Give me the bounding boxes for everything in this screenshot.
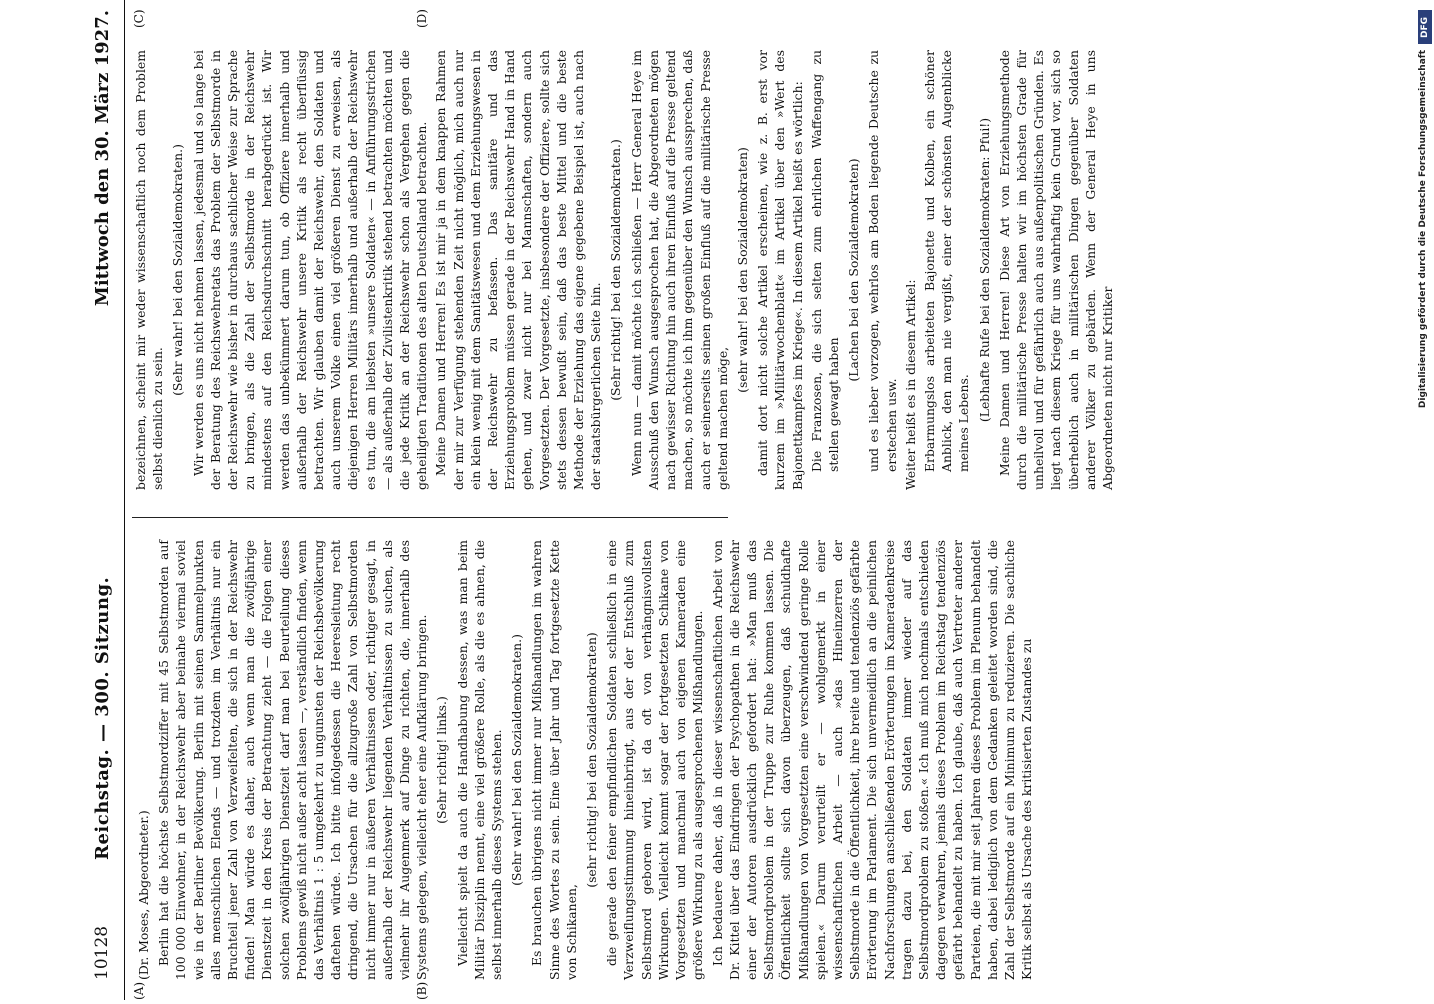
paragraph: Wir werden es uns nicht nehmen lassen, jedesmal und so lange bei der Beratung des Reichswehretats das Problem der Selbstmorde in der Reichswehr wie bisher in durchaus sachlicher Weise zur Sprache zu bringen, als die Zahl der Selbstmorde in der Reichswehr mindestens auf den Reichsdurchschnitt herabgedrückt ist. Wir werden das unbekümmert darum tun, ob Offiziere innerhalb und außerhalb der Reichswehr unsere Kritik als recht überflüssig betrachten. Wir glauben damit der Reichswehr, den Soldaten und auch unserem Volke einen viel größeren Dienst zu erweisen, als diejenigen Herren Militärs innerhalb und außerhalb der Reichswehr es tun, die am liebsten »unsere Soldaten« — in Anführungsstrichen — als außerhalb der Zivilistenkritik stehend betrachten möchten und die jede Kritik an der Reichswehr schon als Vergehen gegen die geheiligten Traditionen des alten Deutschland betrachten.	[190, 50, 430, 490]
paragraph: Meine Damen und Herren! Es ist mir ja in dem knappen Rahmen der mir zur Verfügung stehenden Zeit nicht möglich, mich auch nur ein klein wenig mit dem Sanitätswesen und dem Erziehungswesen in der Reichswehr zu befassen. Das sanitäre und das Erziehungsproblem müssen gerade in der Reichswehr Hand in Hand gehen, und zwar nicht nur bei Mannschaften, sondern auch Vorgesetzten. Der Vorgesetzte, insbesondere der Offiziere, sollte sich stets dessen bewußt sein, daß das beste Mittel und die beste Methode der Erziehung das eigene gegebene Beispiel ist, auch nach der staatsbürgerlichen Seite hin.	[433, 50, 604, 490]
dfg-logo: DFG	[1418, 10, 1432, 44]
header-date: Mittwoch den 30. März 1927.	[92, 10, 113, 307]
paragraph: Berlin hat die höchste Selbstmordziffer mit 45 Selbstmorden auf 100 000 Einwohner, in der Reichswehr aber beinahe viermal soviel wie in der Berliner Bevölkerung. Berlin mit seinen Sammelpunkten alles menschlichen Elends — und trotzdem im Verhältnis nur ein Bruchteil jener Zahl von Verzweifelten, die sich in der Reichswehr finden! Man würde es daher, auch wenn man die zwölfjährige Dienstzeit in den Kreis der Betrachtung zieht — die Folgen einer solchen zwölfjährigen Dienstzeit darf man bei Beurteilung dieses Problems gewiß nicht außer acht lassen —, verständlich finden, wenn das Verhältnis 1 : 5 umgekehrt zu ungunsten der Reichsbevölkerung daftehen würde. Ich bitte infolgedessen die Heeresleitung recht dringend, die Ursachen für die allzugroße Zahl von Selbstmorden nicht immer nur in äußeren Verhältnissen oder, richtiger gesagt, in außerhalb der Reichswehr liegenden Verhältnissen zu suchen, als vielmehr ihr Augenmerk auf Dinge zu richten, die, innerhalb des Systems gelegen, vielleicht eher eine Aufklärung bringen.	[156, 540, 430, 980]
paragraph: Es brauchen übrigens nicht immer nur Mißhandlungen im wahren Sinne des Wortes zu sein. Eine über Jahr und Tag fortgesetzte Kette von Schikanen,	[529, 540, 579, 980]
margin-marker-a: (A)	[132, 981, 146, 1000]
column-divider	[132, 517, 728, 518]
paragraph: Meine Damen und Herren! Diese Art von Erziehungsmethode durch die militärische Presse halten wir im höchsten Grade für unheilvoll und für gefährlich auch aus außenpolitischen Gründen. Es liegt nach diesem Kriege für uns wahrhaftig kein Grund vor, sich so überheblich auch in militärischen Dingen gegenüber Soldaten anderer Völker zu gebärden. Wenn der General Heye in uns Abgeordneten nicht nur Kritiker	[996, 50, 1115, 490]
reaction: (Sehr wahr! bei den Sozialdemokraten.)	[170, 144, 186, 396]
right-column	[132, 50, 1115, 490]
speaker-line: (Dr. Moses, Abgeordneter.)	[136, 810, 151, 980]
paragraph: Vielleicht spielt da auch die Handhabung dessen, was man beim Militär Disziplin nennt, eine viel größere Rolle, als die es ahnen, die selbst innerhalb dieses Systems stehen.	[454, 540, 505, 980]
reaction: (Sehr richtig! bei den Sozialdemokraten.)	[608, 139, 624, 401]
left-column	[132, 540, 1035, 980]
page-header	[80, 0, 125, 1000]
margin-marker-b: (B)	[415, 981, 429, 1000]
margin-marker-d: (D)	[415, 9, 429, 28]
paragraph: Wenn nun — damit möchte ich schließen — Herr General Heye im Ausschuß den Wunsch ausgesprochen hat, die Abgeordneten mögen nach gewisser Richtung hin auch ihren Einfluß auf die Presse geltend machen, so möchte ich ihm gegenüber den Wunsch aussprechen, daß auch er seinerseits seinen großen Einfluß auf die militärische Presse geltend machen möge,	[628, 50, 730, 490]
reaction: (Lebhafte Rufe bei den Sozialdemokraten: Pfui!)	[976, 117, 992, 423]
quotation: und es lieber vorzogen, wehrlos am Boden liegende Deutsche zu erstechen usw.	[866, 50, 899, 472]
rotated-page-content	[80, 0, 1400, 1000]
paragraph: damit dort nicht solche Artikel erscheinen, wie z. B. erst vor kurzem im »Militärwochenblatt« im Artikel über den »Wert des Bajonettkampfes im Kriege«. In diesem Artikel heißt es wörtlich:	[755, 50, 805, 490]
digitization-credit: Digitalisierung gefördert durch die Deutsche Forschungsgemeinschaft	[1418, 50, 1428, 409]
reaction: (sehr wahr! bei den Sozialdemokraten)	[734, 147, 750, 393]
paragraph: Ich bedauere daher, daß in dieser wissenschaftlichen Arbeit von Dr. Kittel über das Eindringen der Psychopathen in die Reichswehr einer der Autoren ausdrücklich gefordert hat: »Man muß das Selbstmordproblem in der Truppe zur Ruhe kommen lassen. Die Öffentlichkeit sollte sich davon überzeugen, daß schuldhafte Mißhandlungen von Vorgesetzten eine verschwindend geringe Rolle spielen.« Darum verurteilt er — wohlgemerkt in einer wissenschaftlichen Arbeit — auch »das Hineinzerren der Selbstmorde in die Öffentlichkeit, ihre breite und tendenziös gefärbte Erörterung im Parlament. Die sich unvermeidlich an die peinlichen Nachforschungen anschließenden Erörterungen im Kameradenkreise tragen dazu bei, den Soldaten immer wieder auf das Selbstmordproblem zu stoßen.« Ich muß mich nochmals entschieden dagegen verwahren, jemals dieses Problem im Reichstag tendenziös gefärbt behandelt zu haben. Ich glaube, daß auch Vertreter anderer Parteien, die mit mir seit Jahren dieses Problem im Plenum behandelt haben, dabei lediglich von dem Gedanken geleitet worden sind, die Zahl der Selbstmorde auf ein Minimum zu reduzieren. Die sachliche Kritik selbst als Ursache des kritisierten Zustandes zu	[709, 540, 1035, 980]
reaction: (sehr richtig! bei den Sozialdemokraten)	[584, 632, 600, 888]
digitization-sidebar	[1416, 4, 1434, 1004]
paragraph: bezeichnen, scheint mir weder wissenschaftlich noch dem Problem selbst dienlich zu sein.	[133, 50, 166, 490]
reaction: (Sehr richtig! links.)	[434, 696, 450, 824]
paragraph: Weiter heißt es in diesem Artikel:	[902, 279, 918, 490]
quotation: Die Franzosen, die sich selten zum ehrlichen Waffengang zu stellen gewagt haben	[808, 50, 841, 472]
margin-marker-c: (C)	[132, 9, 146, 28]
header-title: Reichstag. — 300. Sitzung.	[92, 576, 113, 860]
paragraph: die gerade den feiner empfindlichen Soldaten schließlich in eine Verzweiflungsstimmung hineinbringt, aus der der Entschluß zum Selbstmord geboren wird, ist da oft von verhängnisvollsten Wirkungen. Vielleicht kommt sogar der fortgesetzten Schikane von Vorgesetzten und manchmal auch von eigenen Kameraden eine größere Wirkung zu als ausgesprochenen Mißhandlungen.	[604, 540, 706, 980]
reaction: (Sehr wahr! bei den Sozialdemokraten.)	[509, 634, 525, 886]
reaction: (Lachen bei den Sozialdemokraten)	[846, 158, 862, 382]
quotation: Erbarmungslos arbeiteten Bajonette und Kolben, ein schöner Anblick, den man nie vergißt, einer der schönsten Augenblicke meines Lebens.	[921, 50, 972, 472]
page-number: 10128	[92, 925, 112, 980]
